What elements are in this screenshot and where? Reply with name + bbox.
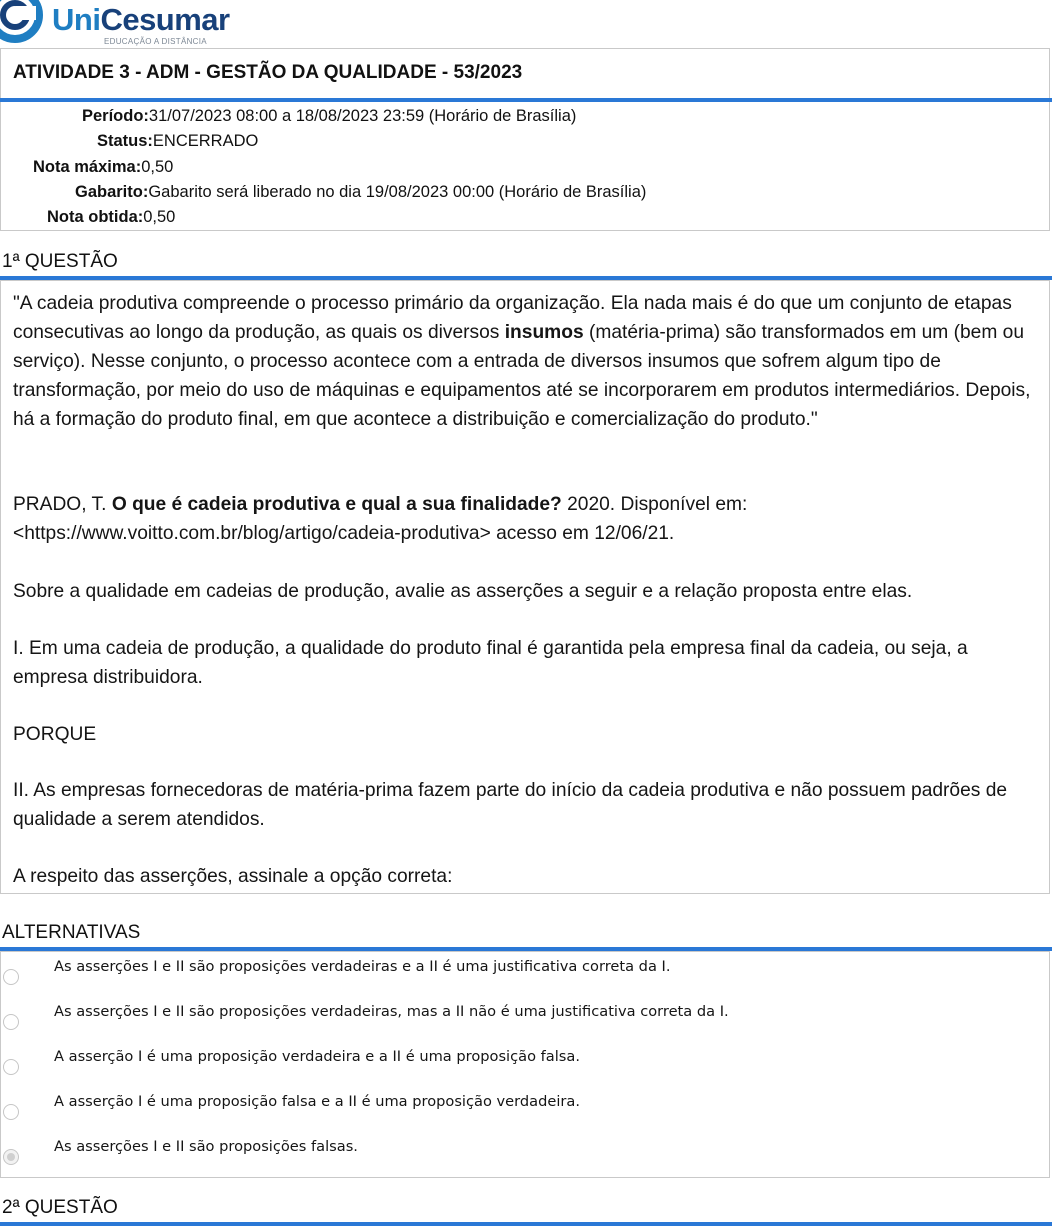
activity-title-divider (0, 98, 1052, 102)
alternative-option-d[interactable] (0, 1093, 1040, 1133)
radio-button-icon[interactable] (3, 1059, 19, 1075)
alternatives-title: ALTERNATIVAS (2, 922, 141, 943)
info-gabarito-value: Gabarito será liberado no dia 19/08/2023 00:00 (Horário de Brasília) (148, 183, 647, 201)
info-periodo-value: 31/07/2023 08:00 a 18/08/2023 23:59 (Horário de Brasília) (148, 107, 577, 125)
alternative-label[interactable]: A asserção I é uma proposição falsa e a II é uma proposição verdadeira. (54, 1093, 580, 1110)
unicesumar-logo (0, 0, 260, 48)
question-quote (13, 289, 1038, 434)
info-status-label: Status: (97, 132, 153, 150)
unicesumar-logo-icon (0, 0, 44, 44)
info-nota-maxima-label: Nota máxima: (33, 158, 142, 176)
logo-wordmark (52, 2, 230, 38)
info-nota-obtida-label: Nota obtida: (47, 208, 144, 226)
reference-source: 2020. Disponível em: <https://www.voitto.com.br/blog/artigo/cadeia-produtiva> acesso em 12/06/21. (13, 494, 748, 544)
reference-title: O que é cadeia produtiva e qual a sua finalidade? (111, 494, 562, 515)
info-gabarito (75, 182, 646, 202)
alternative-label[interactable]: As asserções I e II são proposições verdadeiras, mas a II não é uma justificativa correta da I. (54, 1003, 729, 1020)
logo-subtitle: EDUCAÇÃO A DISTÂNCIA (104, 37, 207, 46)
radio-button-icon[interactable] (3, 1014, 19, 1030)
radio-button-selected-icon[interactable] (3, 1149, 19, 1165)
logo-word-uni: Uni (52, 2, 101, 37)
question-1-title: 1ª QUESTÃO (2, 251, 118, 272)
info-status-value: ENCERRADO (152, 132, 259, 150)
activity-title: ATIVIDADE 3 - ADM - GESTÃO DA QUALIDADE - 53/2023 (13, 62, 523, 83)
logo-word-cesumar: Cesumar (100, 2, 230, 37)
info-nota-maxima-value: 0,50 (141, 158, 174, 176)
radio-button-icon[interactable] (3, 1104, 19, 1120)
assertion-2: II. As empresas fornecedoras de matéria-prima fazem parte do início da cadeia produtiva e não possuem padrões de qualidade a serem atendidos. (13, 780, 1008, 830)
assertion-connector: PORQUE (13, 724, 97, 745)
question-reference (13, 490, 1038, 548)
info-nota-obtida-value: 0,50 (143, 208, 176, 226)
info-gabarito-label: Gabarito: (75, 183, 149, 201)
alternative-option-e[interactable] (0, 1138, 1040, 1178)
info-nota-obtida (47, 207, 175, 227)
question-2-divider (0, 1222, 1052, 1226)
info-periodo (82, 106, 576, 126)
question-prompt: Sobre a qualidade em cadeias de produção, avalie as asserções a seguir e a relação proposta entre elas. (13, 581, 913, 602)
info-status (97, 131, 258, 151)
alternative-label[interactable]: A asserção I é uma proposição verdadeira e a II é uma proposição falsa. (54, 1048, 580, 1065)
info-periodo-label: Período: (82, 107, 149, 125)
radio-button-icon[interactable] (3, 969, 19, 985)
alternative-label[interactable]: As asserções I e II são proposições falsas. (54, 1138, 358, 1155)
alternative-option-a[interactable] (0, 958, 1040, 998)
alternative-label[interactable]: As asserções I e II são proposições verdadeiras e a II é uma justificativa correta da I. (54, 958, 671, 975)
quote-text-start: "A cadeia produtiva compreende o processo primário da organização. Ela nada mais é do que um conjunto de etapas consecutivas ao longo da produção, as quais os diversos (13, 293, 1012, 343)
alternative-option-b[interactable] (0, 1003, 1040, 1043)
question-instruction: A respeito das asserções, assinale a opção correta: (13, 866, 453, 887)
question-2-title: 2ª QUESTÃO (2, 1197, 118, 1218)
quote-text-end: (matéria-prima) são transformados em um (bem ou serviço). Nesse conjunto, o processo acontece com a entrada de diversos insumos que sofrem algum tipo de transformação, por meio do uso de máquinas e equipamentos até se incorporarem em produtos intermediários. Depois, há a formação do produto final, em que acontece a distribuição e comercialização do produto." (13, 322, 1031, 430)
quote-bold-term: insumos (504, 322, 584, 343)
alternative-option-c[interactable] (0, 1048, 1040, 1088)
info-nota-maxima (33, 157, 173, 177)
assertion-1: I. Em uma cadeia de produção, a qualidade do produto final é garantida pela empresa final da cadeia, ou seja, a empresa distribuidora. (13, 638, 968, 688)
reference-author: PRADO, T. (13, 494, 112, 515)
